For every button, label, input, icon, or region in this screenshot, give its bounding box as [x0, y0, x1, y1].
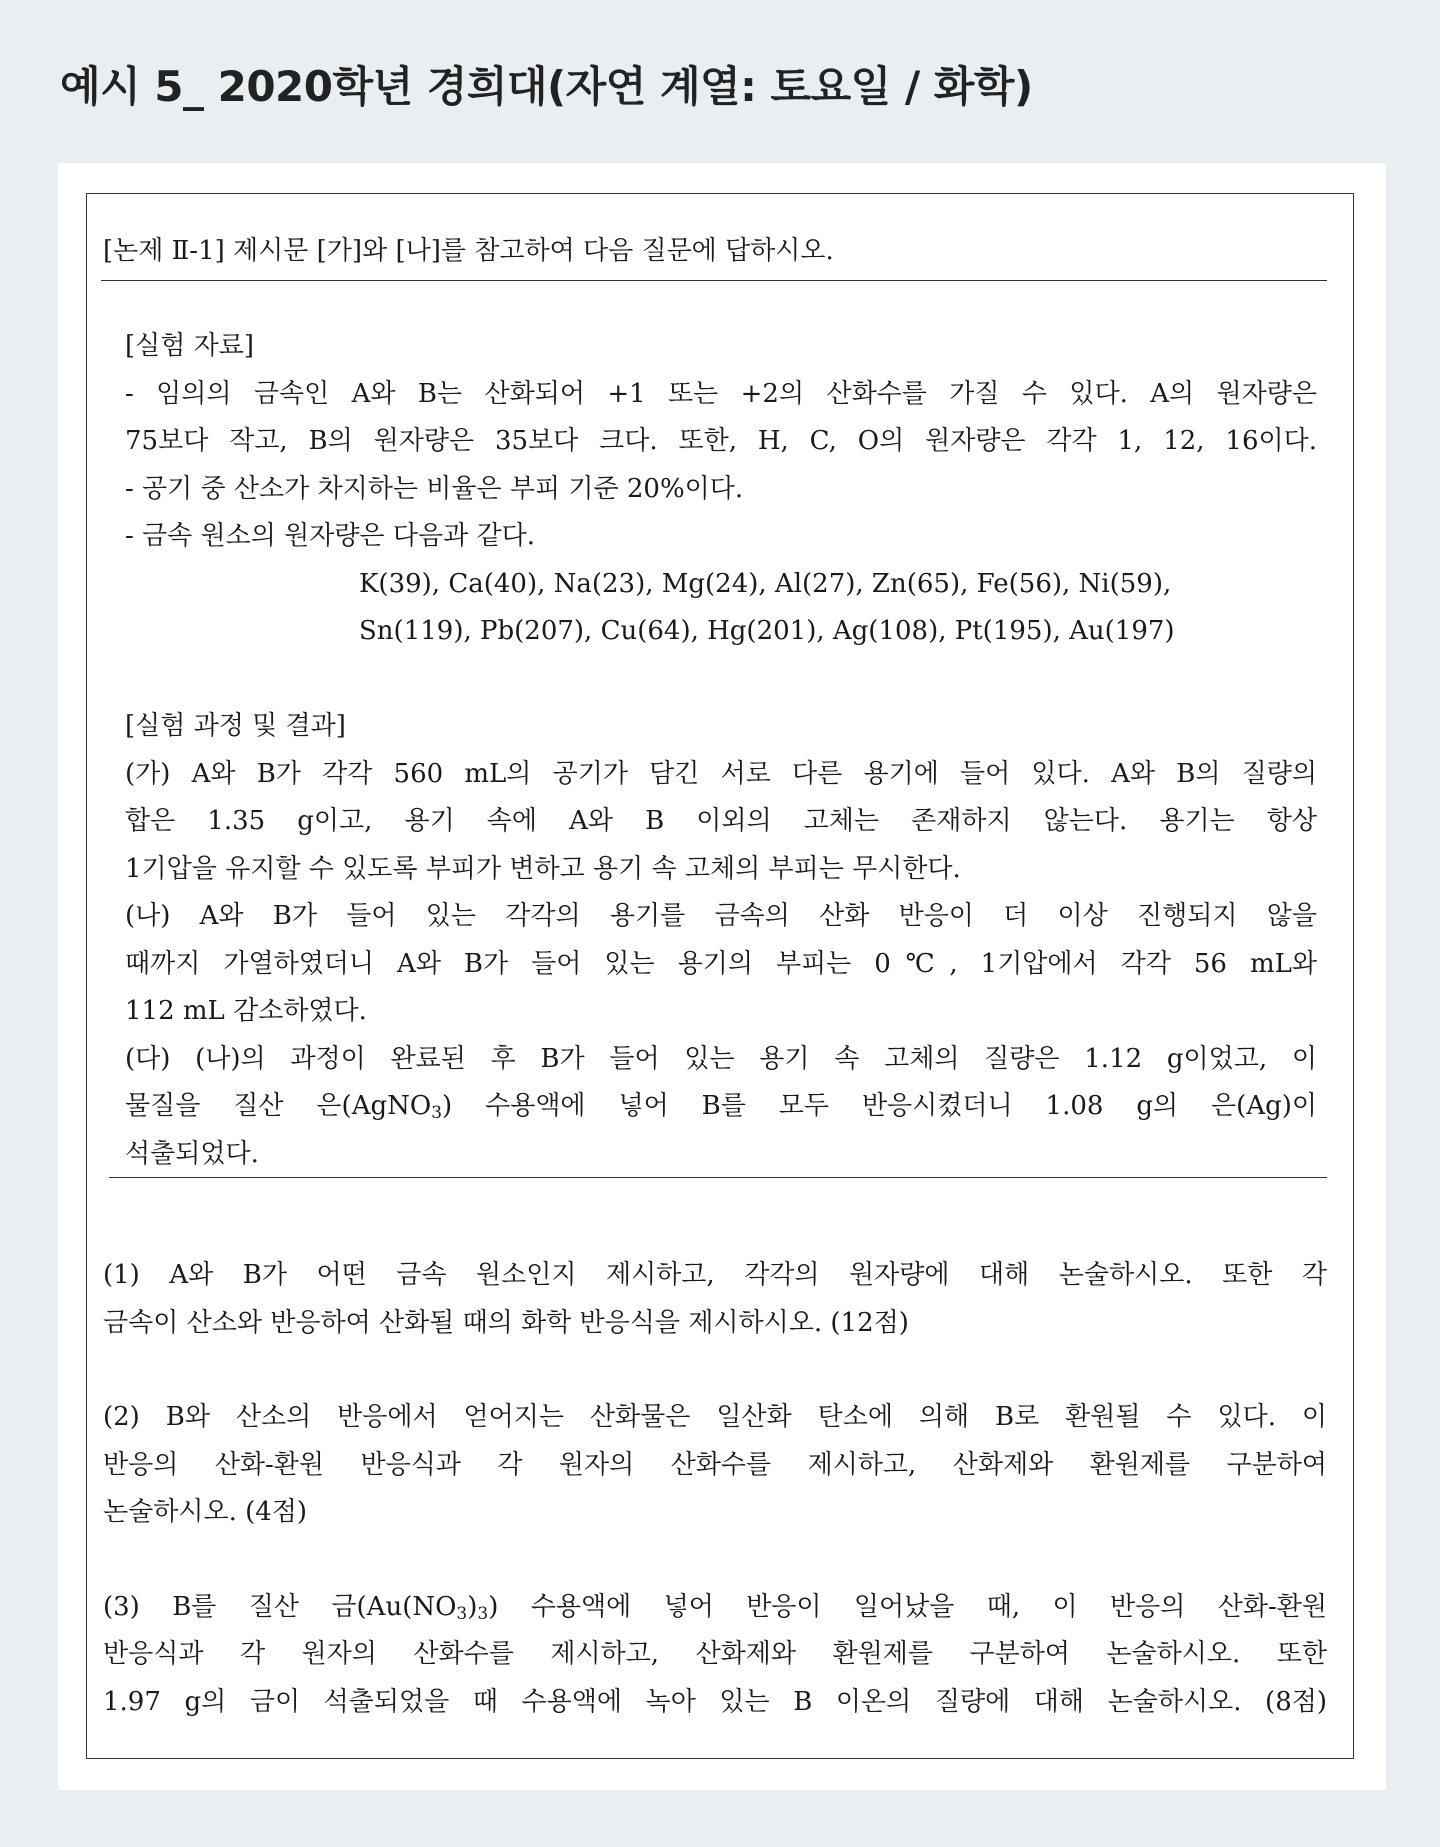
question-3-line-3: 1.97 g의 금이 석출되었을 때 수용액에 녹아 있는 B 이온의 질량에 대해 논술하시오. (8점) [103, 1686, 1327, 1717]
question-2 [103, 1394, 1327, 1537]
divider-top [101, 280, 1327, 281]
problem-frame [86, 193, 1354, 1759]
question-1-line-1: (1) A와 B가 어떤 금속 원소인지 제시하고, 각각의 원자량에 대해 논술하시오. 또한 각 [103, 1260, 1327, 1290]
question-3 [103, 1584, 1327, 1727]
data-bullet-3: - 금속 원소의 원자량은 다음과 같다. [125, 521, 535, 551]
procedure-da-line-2 [125, 1083, 1317, 1131]
page-title: 예시 5_ 2020학년 경희대(자연 계열: 토요일 / 화학) [60, 62, 1033, 111]
question-2-line-2: 반응의 산화-환원 반응식과 각 원자의 산화수를 제시하고, 산화제와 환원제를 구분하여 [103, 1449, 1327, 1480]
question-3-line-2: 반응식과 각 원자의 산화수를 제시하고, 산화제와 환원제를 구분하여 논술하시오. 또한 [103, 1639, 1327, 1669]
questions [103, 1252, 1327, 1726]
procedure-na-line-3: 112 mL 감소하였다. [125, 996, 367, 1026]
procedure-da-line-1: (다) (나)의 과정이 완료된 후 B가 들어 있는 용기 속 고체의 질량은 1.12 g이었고, 이 [125, 1043, 1317, 1074]
atomic-masses-line-1: K(39), Ca(40), Na(23), Mg(24), Al(27), Zn(65), Fe(56), Ni(59), [359, 568, 1172, 599]
subscript: 3 [431, 1103, 443, 1123]
question-1-line-2: 금속이 산소와 반응하여 산화될 때의 화학 반응식을 제시하시오. (12점) [103, 1307, 909, 1338]
experiment-box [125, 323, 1317, 1178]
question-3-line-1-mid: ) [467, 1591, 478, 1622]
procedure-ga-line-2: 합은 1.35 g이고, 용기 속에 A와 B 이외의 고체는 존재하지 않는다. 용기는 항상 [125, 806, 1317, 836]
procedure-na-line-1: (나) A와 B가 들어 있는 각각의 용기를 금속의 산화 반응이 더 이상 진행되지 않을 [125, 901, 1317, 931]
data-bullet-1-line-1: - 임의의 금속인 A와 B는 산화되어 +1 또는 +2의 산화수를 가질 수 있다. A의 원자량은 [125, 378, 1317, 409]
question-3-line-1-a: (3) B를 질산 금(Au(NO [103, 1591, 457, 1622]
subscript: 3 [477, 1603, 489, 1624]
procedure-heading: [실험 과정 및 결과] [125, 711, 346, 741]
procedure-da-line-3: 석출되었다. [125, 1138, 259, 1169]
question-3-line-1-b: ) 수용액에 넣어 반응이 일어났을 때, 이 반응의 산화-환원 [488, 1591, 1327, 1622]
procedure-ga-line-1: (가) A와 B가 각각 560 mL의 공기가 담긴 서로 다른 용기에 들어 있다. A와 B의 질량의 [125, 758, 1317, 789]
procedure-da-line-2-b: ) 수용액에 넣어 B를 모두 반응시켰더니 1.08 g의 은(Ag)이 [442, 1091, 1317, 1121]
exam-sheet [58, 163, 1386, 1790]
question-1 [103, 1252, 1327, 1347]
data-bullet-1-line-2: 75보다 작고, B의 원자량은 35보다 크다. 또한, H, C, O의 원자량은 각각 1, 12, 16이다. [125, 426, 1317, 456]
problem-prompt: [논제 Ⅱ-1] 제시문 [가]와 [나]를 참고하여 다음 질문에 답하시오. [103, 236, 834, 266]
question-3-line-1 [103, 1584, 1327, 1632]
procedure-na-line-2: 때까지 가열하였더니 A와 B가 들어 있는 용기의 부피는 0℃, 1기압에서 각각 56 mL와 [125, 948, 1317, 979]
question-2-line-3: 논술하시오. (4점) [103, 1497, 308, 1527]
data-heading: [실험 자료] [125, 331, 255, 361]
procedure-ga-line-3: 1기압을 유지할 수 있도록 부피가 변하고 용기 속 고체의 부피는 무시한다. [125, 853, 961, 884]
subscript: 3 [456, 1603, 468, 1624]
procedure-da-line-2-a: 물질을 질산 은(AgNO [125, 1091, 432, 1121]
question-2-line-1: (2) B와 산소의 반응에서 얻어지는 산화물은 일산화 탄소에 의해 B로 환원될 수 있다. 이 [103, 1402, 1327, 1432]
atomic-masses-line-2: Sn(119), Pb(207), Cu(64), Hg(201), Ag(108), Pt(195), Au(197) [359, 616, 1175, 646]
divider-bottom [109, 1177, 1327, 1178]
data-bullet-2: - 공기 중 산소가 차지하는 비율은 부피 기준 20%이다. [125, 473, 744, 504]
